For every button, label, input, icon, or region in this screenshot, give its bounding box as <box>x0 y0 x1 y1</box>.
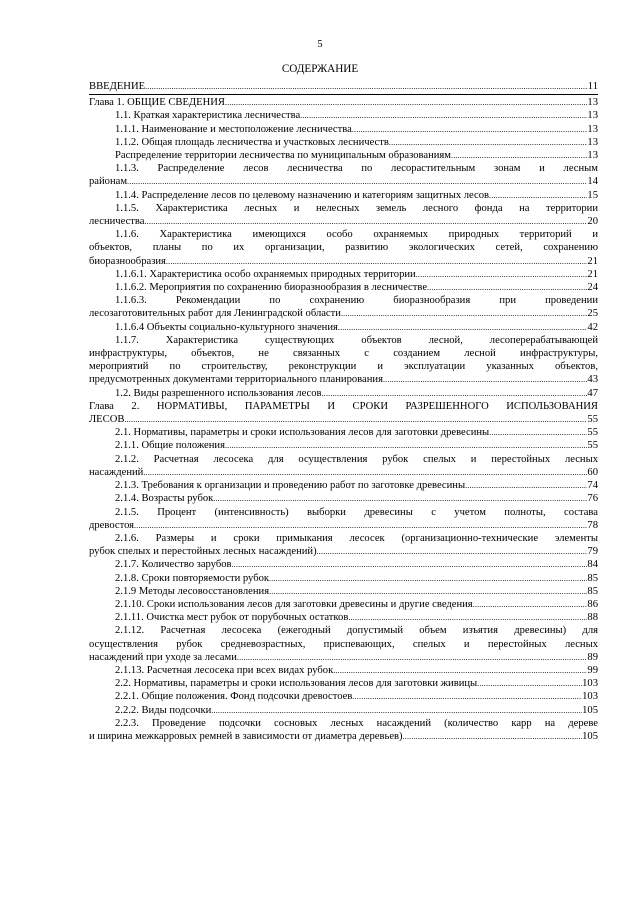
toc-page-number: 47 <box>587 387 598 399</box>
page-number: 5 <box>317 39 323 50</box>
toc-entry[interactable]: 2.1.12. Расчетная лесосека (ежегодный допустимый объем изъятия древесины) для осуществления рубок средневозрастных, приспевающих, спелых и перестойных лесных насаждений при уходе за лесами ..... 89 <box>89 624 598 664</box>
toc-entry[interactable]: 2.1. Нормативы, параметры и сроки использования лесов для заготовки древесины ..... 55 <box>89 426 598 439</box>
toc-entry[interactable]: 1.1.2. Общая площадь лесничества и участковых лесничеств ..... 13 <box>89 136 598 149</box>
toc-page-number: 105 <box>582 730 598 742</box>
toc-page-number: 13 <box>587 123 598 135</box>
toc-page-number: 55 <box>587 427 598 439</box>
toc-page-number: 79 <box>587 546 598 558</box>
toc-entry[interactable]: 1.1.6. Характеристика имеющихся особо охраняемых природных территорий и объектов, планы по их организации, развитию экологических сетей, сохранению биоразнообразия ..... 21 <box>89 228 598 268</box>
toc-entry[interactable]: 2.1.6. Размеры и сроки примыкания лесосек (организационно-технические элементы рубок спелых и перестойных лесных насаждений) ..... 79 <box>89 532 598 558</box>
toc-entry[interactable]: 2.1.10. Сроки использования лесов для заготовки древесины и другие сведения ..... 86 <box>89 598 598 611</box>
toc-entry[interactable]: 2.2.2. Виды подсочки ..... 105 <box>89 704 598 717</box>
toc-entry[interactable]: 1.1.6.4 Объекты социально-культурного значения ..... 42 <box>89 321 598 334</box>
toc-entry[interactable]: 1.1.6.2. Мероприятия по сохранению биоразнообразия в лесничестве ..... 24 <box>89 281 598 294</box>
toc-page-number: 74 <box>587 480 598 492</box>
toc-entry[interactable]: 2.1.3. Требования к организации и проведению работ по заготовке древесины ..... 74 <box>89 479 598 492</box>
toc-entry[interactable]: 2.1.1. Общие положения ..... 55 <box>89 439 598 452</box>
toc-entry[interactable]: 1.2. Виды разрешенного использования лесов ..... 47 <box>89 387 598 400</box>
toc-page-number: 105 <box>582 704 598 716</box>
toc-page-number: 14 <box>587 176 598 188</box>
toc-entry[interactable]: 1.1.3. Распределение лесов лесничества по лесорастительным зонам и лесным районам ..... 14 <box>89 162 598 188</box>
toc-entry[interactable]: 2.2.1. Общие положения. Фонд подсочки древостоев ..... 103 <box>89 690 598 703</box>
toc-page-number: 85 <box>587 572 598 584</box>
toc-entry[interactable]: 1.1.1. Наименование и местоположение лесничества ..... 13 <box>89 123 598 136</box>
toc-page-number: 13 <box>587 150 598 162</box>
toc-page-number: 86 <box>587 598 598 610</box>
toc-page-number: 43 <box>587 374 598 386</box>
toc-entry[interactable]: 2.1.8. Сроки повторяемости рубок ..... 85 <box>89 572 598 585</box>
toc-page-number: 24 <box>587 282 598 294</box>
toc-page-number: 84 <box>587 559 598 571</box>
toc-page-number: 21 <box>587 268 598 280</box>
toc-page-number: 13 <box>587 110 598 122</box>
toc-title: СОДЕРЖАНИЕ <box>281 63 359 75</box>
toc-page-number: 20 <box>587 216 598 228</box>
toc-entry[interactable]: 2.2. Нормативы, параметры и сроки использования лесов для заготовки живицы ..... 103 <box>89 677 598 690</box>
toc-entry[interactable]: Распределение территории лесничества по муниципальным образованиям ..... 13 <box>89 149 598 162</box>
toc-page-number: 15 <box>587 189 598 201</box>
toc-page-number: 99 <box>587 664 598 676</box>
toc-page-number: 103 <box>582 678 598 690</box>
toc-entry[interactable]: 2.1.7. Количество зарубов ..... 84 <box>89 558 598 571</box>
toc-entry[interactable]: 2.1.4. Возрасты рубок ..... 76 <box>89 492 598 505</box>
toc-entry[interactable]: 2.1.2. Расчетная лесосека для осуществления рубок спелых и перестойных лесных насаждений ..... 60 <box>89 453 598 479</box>
toc-entry-chapter-2[interactable]: Глава 2. НОРМАТИВЫ, ПАРАМЕТРЫ И СРОКИ РАЗРЕШЕННОГО ИСПОЛЬЗОВАНИЯ ЛЕСОВ ..... 55 <box>89 400 598 426</box>
toc-entry[interactable]: 2.1.13. Расчетная лесосека при всех видах рубок ..... 99 <box>89 664 598 677</box>
toc-page-number: 13 <box>587 136 598 148</box>
toc-entry[interactable]: 2.1.9 Методы лесовосстановления ..... 85 <box>89 585 598 598</box>
toc-page-number: 76 <box>587 493 598 505</box>
toc-entry-introduction[interactable]: ВВЕДЕНИЕ ..... 11 <box>89 80 598 93</box>
toc-entry[interactable]: 1.1.6.1. Характеристика особо охраняемых природных территории ..... 21 <box>89 268 598 281</box>
toc-page-number: 55 <box>587 414 598 426</box>
toc-entry[interactable]: 1.1.7. Характеристика существующих объектов лесной, лесоперерабатывающей инфраструктуры, объектов, не связанных с созданием лесной инфраструктуры, мероприятий по строительству, реконструкции и эксплуатации указанных объектов, предусмотренных документами территориального планирования ..... 43 <box>89 334 598 387</box>
toc-page-number: 13 <box>587 97 598 109</box>
toc-page-number: 88 <box>587 612 598 624</box>
toc-page-number: 78 <box>587 519 598 531</box>
toc-page-number: 103 <box>582 691 598 703</box>
toc-page-number: 85 <box>587 585 598 597</box>
toc-entry[interactable]: 2.1.5. Процент (интенсивность) выборки древесины с учетом полноты, состава древостоя ..... 78 <box>89 506 598 532</box>
toc-entry[interactable]: 1.1.6.3. Рекомендации по сохранению биоразнообразия при проведении лесозаготовительных работ для Ленинградской области ..... 25 <box>89 294 598 320</box>
toc-entry[interactable]: 1.1.5. Характеристика лесных и нелесных земель лесного фонда на территории лесничества ..... 20 <box>89 202 598 228</box>
toc-entry[interactable]: 1.1. Краткая характеристика лесничества ..... 13 <box>89 109 598 122</box>
table-of-contents <box>89 80 598 743</box>
toc-entry-chapter-1[interactable]: Глава 1. ОБЩИЕ СВЕДЕНИЯ ..... 13 <box>89 96 598 109</box>
toc-entry[interactable]: 2.2.3. Проведение подсочки сосновых лесных насаждений (количество карр на дереве и ширина межкарровых ремней в зависимости от диаметра деревьев) ..... 105 <box>89 717 598 743</box>
toc-page-number: 42 <box>587 321 598 333</box>
toc-page-number: 21 <box>587 255 598 267</box>
toc-page-number: 60 <box>587 466 598 478</box>
toc-entry[interactable]: 1.1.4. Распределение лесов по целевому назначению и категориям защитных лесов ..... 15 <box>89 189 598 202</box>
toc-entry[interactable]: 2.1.11. Очистка мест рубок от порубочных остатков ..... 88 <box>89 611 598 624</box>
toc-page-number: 55 <box>587 440 598 452</box>
toc-page-number: 25 <box>587 308 598 320</box>
toc-page-number: 11 <box>587 81 598 92</box>
toc-page-number: 89 <box>587 651 598 663</box>
